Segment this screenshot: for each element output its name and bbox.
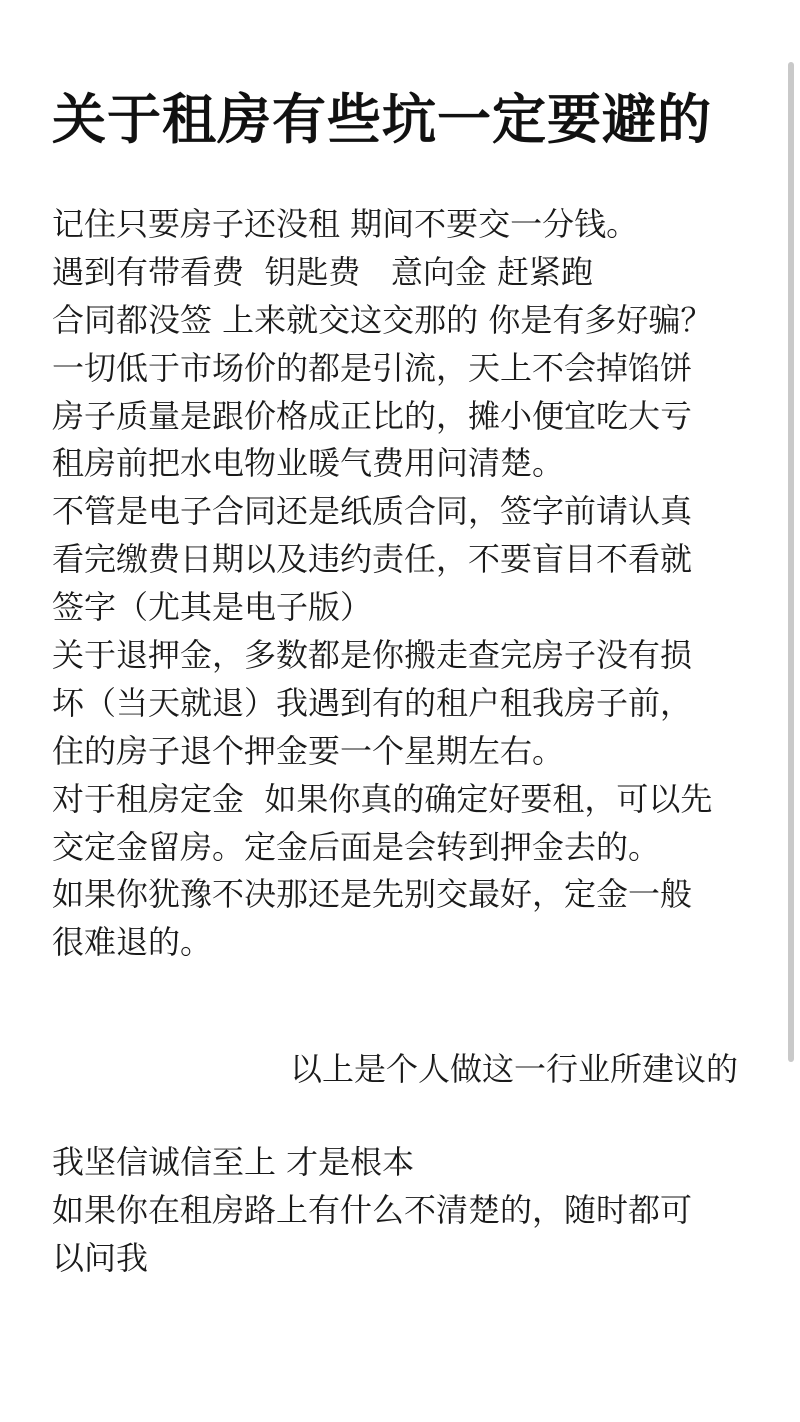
closing-line: 以问我 xyxy=(52,1238,149,1277)
body-line: 一切低于市场价的都是引流，天上不会掉馅饼 xyxy=(52,348,693,387)
body-line: 记住只要房子还没租 期间不要交一分钱。 xyxy=(52,205,639,243)
scrollbar-thumb[interactable] xyxy=(788,62,794,1062)
note-title: 关于租房有些坑一定要避的 xyxy=(52,88,712,151)
body-line: 合同都没签 上来就交这交那的 你是有多好骗？ xyxy=(52,300,713,339)
sign-off-line: 以上是个人做这一行业所建议的 xyxy=(289,1050,738,1088)
body-line: 看完缴费日期以及违约责任，不要盲目不看就 xyxy=(52,540,693,579)
body-line: 遇到有带看费 钥匙费 意向金 赶紧跑 xyxy=(52,252,594,291)
body-line: 关于退押金，多数都是你搬走查完房子没有损 xyxy=(52,636,693,675)
closing-line: 如果你在租房路上有什么不清楚的，随时都可 xyxy=(52,1190,693,1229)
body-line: 坏（当天就退）我遇到有的租户租我房子前， xyxy=(52,683,693,722)
closing-paragraph xyxy=(52,1139,752,1283)
body-line: 租房前把水电物业暖气费用问清楚。 xyxy=(52,444,565,483)
body-line: 不管是电子合同还是纸质合同，签字前请认真 xyxy=(52,492,693,531)
body-line: 很难退的。 xyxy=(52,923,213,962)
body-line: 房子质量是跟价格成正比的，摊小便宜吃大亏 xyxy=(52,396,693,435)
body-line: 签字（尤其是电子版） xyxy=(52,588,373,627)
closing-line: 我坚信诚信至上 才是根本 xyxy=(52,1143,415,1181)
vertical-scrollbar[interactable] xyxy=(788,62,794,1062)
body-line: 对于租房定金 如果你真的确定好要租，可以先 xyxy=(52,779,713,818)
body-line: 交定金留房。定金后面是会转到押金去的。 xyxy=(52,827,661,866)
note-body xyxy=(52,201,752,967)
body-line: 如果你犹豫不决那还是先别交最好，定金一般 xyxy=(52,875,693,914)
body-line: 住的房子退个押金要一个星期左右。 xyxy=(52,731,565,770)
